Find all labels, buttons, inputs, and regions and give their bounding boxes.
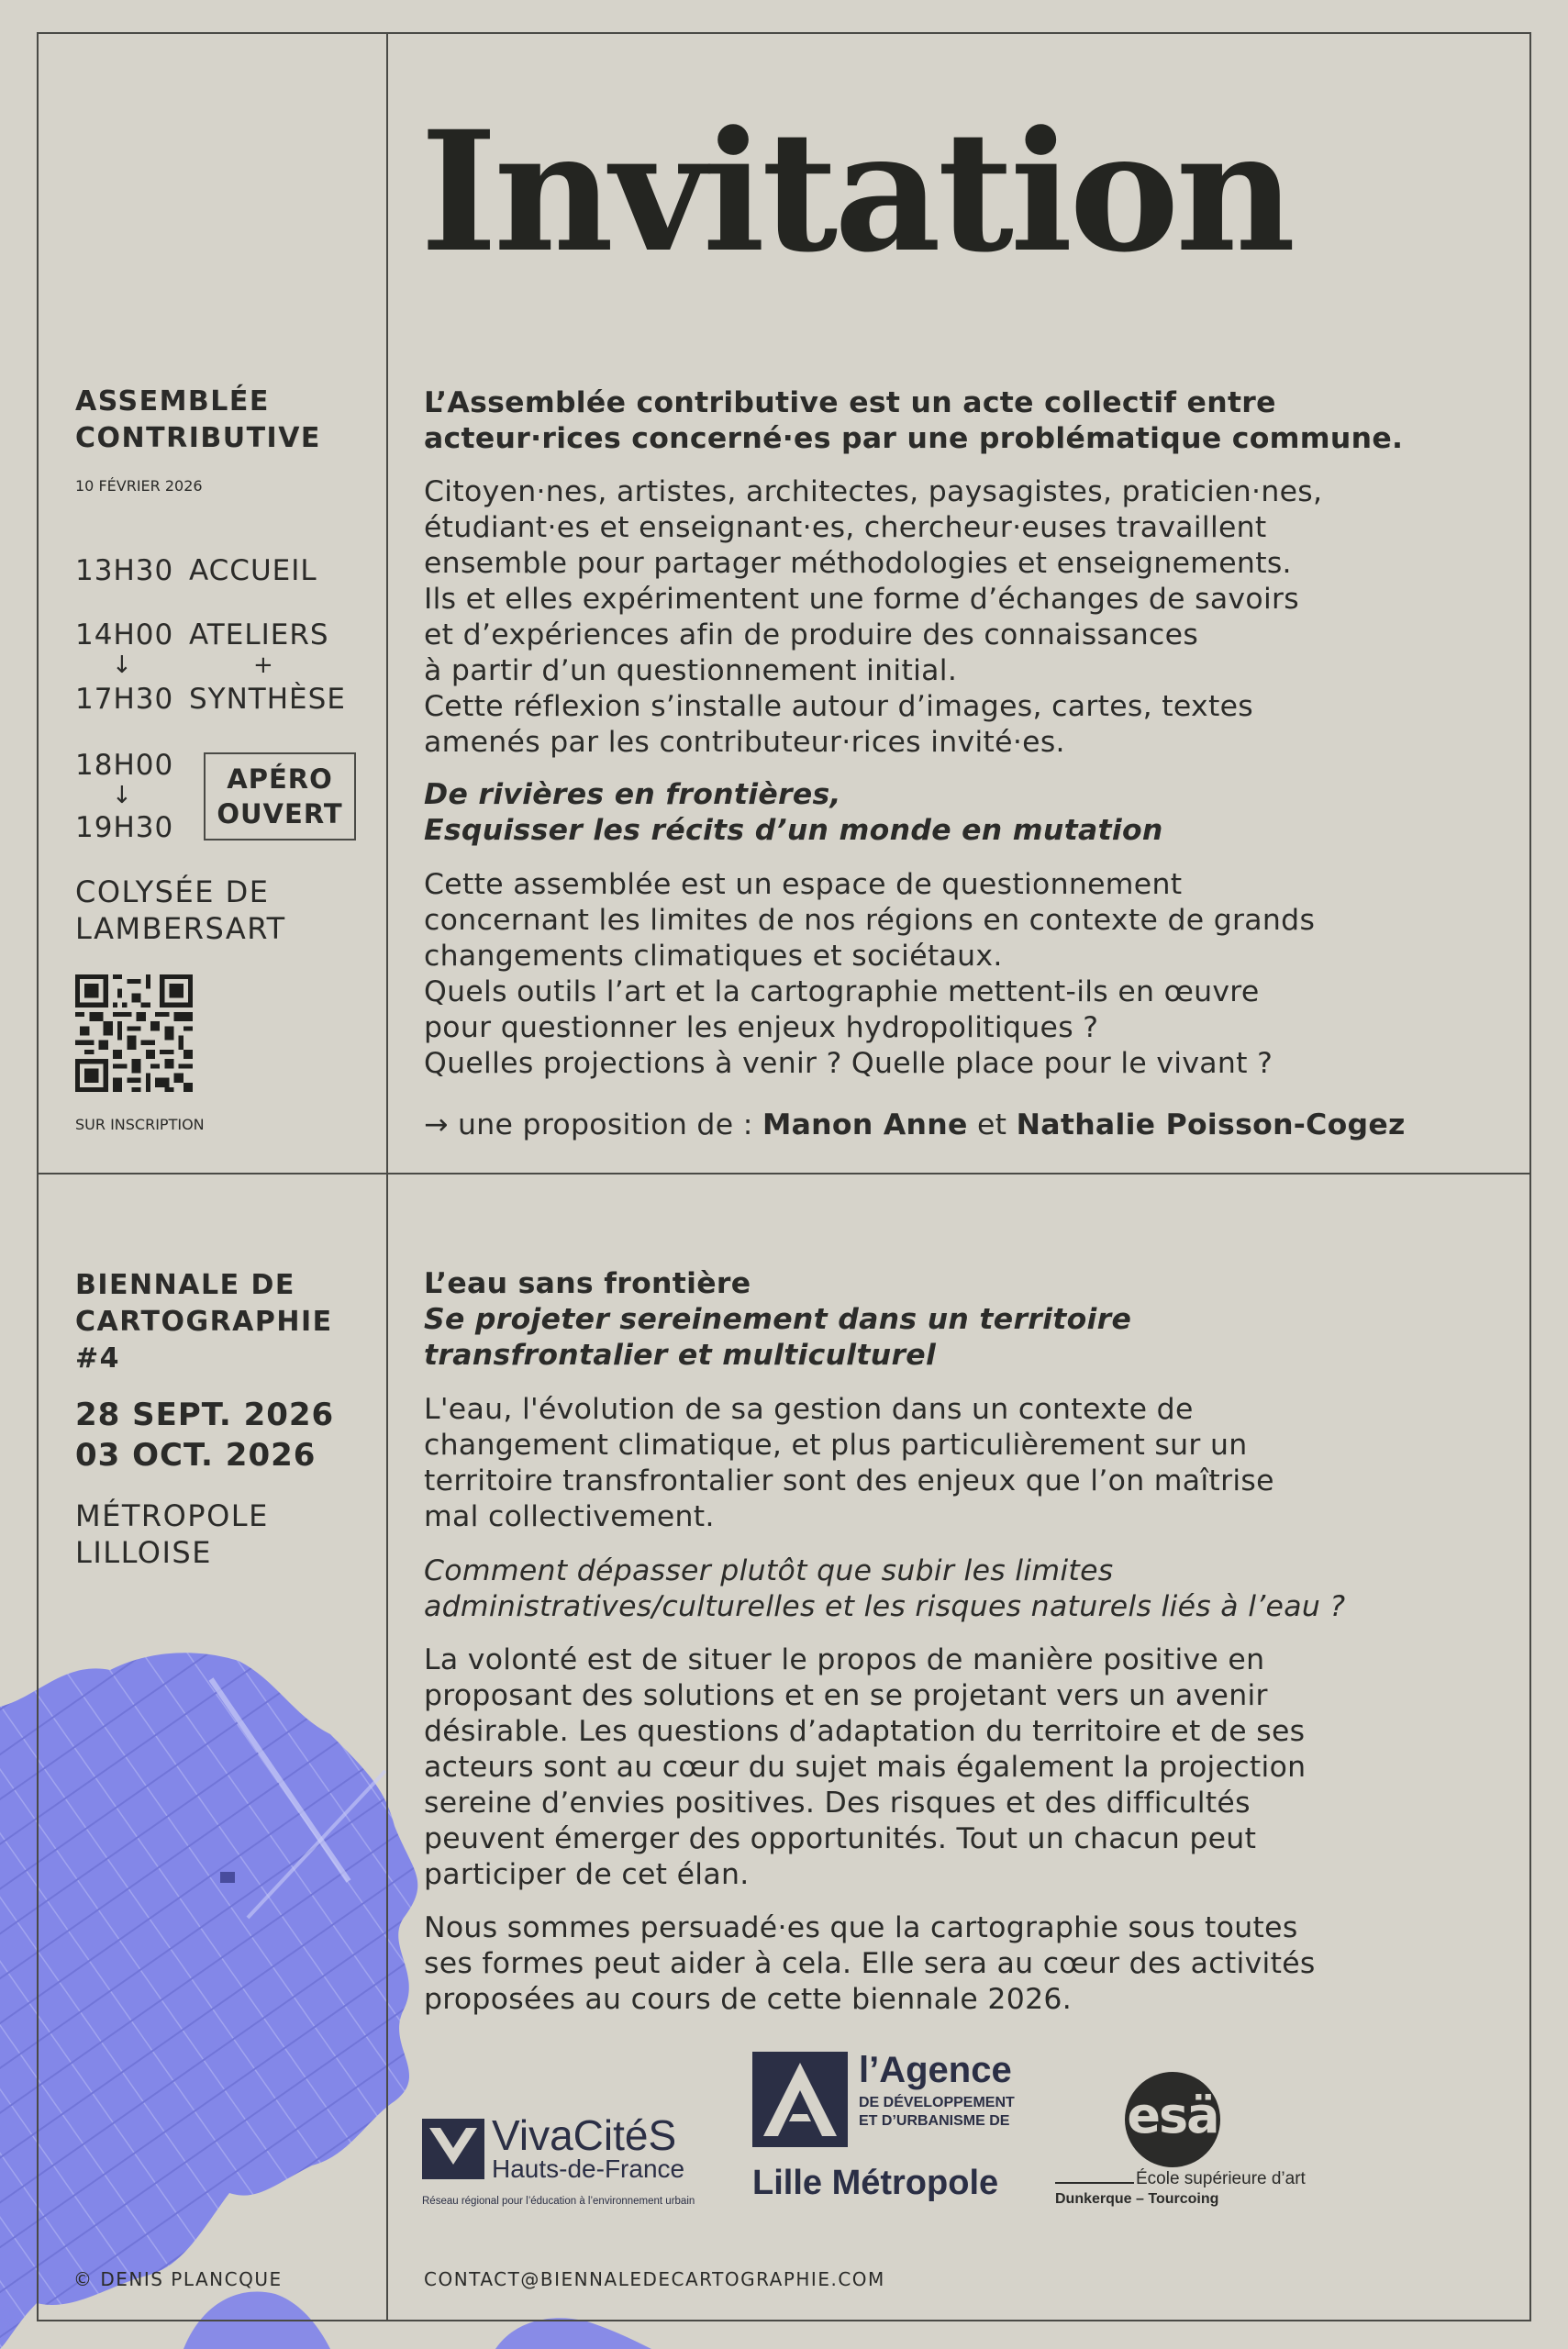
plus-sign: + [253,651,273,679]
frame-bottom [37,2320,1531,2321]
qr-code-icon[interactable] [75,974,193,1092]
frame-left [37,32,39,2321]
arrow-down-icon: ↓ [112,782,132,809]
schedule-label-synthese: SYNTHÈSE [189,683,346,716]
assembly-theme: De rivières en frontières, Esquisser les récits d’un monde en mutation [424,778,1163,847]
assembly-date: 10 FÉVRIER 2026 [75,477,203,495]
biennale-heading: BIENNALE DE CARTOGRAPHIE #4 [75,1269,333,1375]
schedule-time-5: 19H30 [75,811,174,844]
vivacites-mark-icon [422,2119,484,2179]
schedule-time-2: 14H00 [75,618,174,651]
biennale-question: Comment dépasser plutôt que subir les limites administratives/culturelles et les risques naturels liés à l’eau ? [424,1554,1346,1623]
assembly-paragraph-1: Citoyen·nes, artistes, architectes, paysagistes, praticien·nes, étudiant·es et enseignant·es, chercheur·euses travaillent ensemble pour partager méthodologies et enseignements. Ils et elles expérimentent une forme d’échanges de savoirs et d’expériences afin de produire des connaissances à partir d’un questionnement initial. Cette réflexion s’installe autour d’images, cartes, textes amenés par les contributeur·rices invité·es. [424,475,1323,759]
assembly-paragraph-2: Cette assemblée est un espace de questionnement concernant les limites de nos régions en contexte de grands changements climatiques et sociétaux. Quels outils l’art et la cartographie mettent-ils en œuvre pour questionner les enjeux hydropolitiques ? Quelles projections à venir ? Quelle place pour le vivant ? [424,868,1316,1080]
biennale-title-block: L’eau sans frontière Se projeter sereinement dans un territoire transfrontalier et multiculturel [424,1266,1525,1374]
frame-right [1529,32,1531,2321]
schedule-label-ateliers: ATELIERS [189,618,329,651]
esa-rule [1055,2182,1134,2184]
schedule-label-accueil: ACCUEIL [189,554,317,587]
page-title: Invitation [420,95,1293,289]
schedule-time-1: 13H30 [75,554,174,587]
map-texture-image [0,1642,477,2349]
biennale-title: L’eau sans frontière [424,1267,751,1300]
agence-mark-icon [752,2052,848,2147]
contact-email-link[interactable]: CONTACT@BIENNALEDECARTOGRAPHIE.COM [424,2268,885,2290]
biennale-place: MÉTROPOLE LILLOISE [75,1498,269,1570]
esa-logo[interactable]: esä École supérieure d’art Dunkerque – Tourcoing [1055,2072,1303,2219]
frame-divider-horizontal [37,1173,1531,1174]
biennale-dates: 28 SEPT. 2026 03 OCT. 2026 [75,1397,335,1474]
assembly-proposal: → une proposition de : Manon Anne et Nathalie Poisson-Cogez [424,1108,1406,1141]
photo-credit: © DENIS PLANCQUE [73,2268,283,2290]
frame-top [37,32,1531,34]
arrow-down-icon: ↓ [112,651,132,679]
biennale-paragraph-2: La volonté est de situer le propos de manière positive en proposant des solutions et en se projetant vers un avenir désirable. Les questions d’adaptation du territoire et de ses acteurs sont au cœur du sujet mais également la projection sereine d’envies positives. Des risques et des difficultés peuvent émerger des opportunités. Tout un chacun peut participer de cet élan. [424,1643,1307,1891]
map-texture-fragment [477,2303,661,2349]
agence-lille-logo[interactable]: l’Agence DE DÉVELOPPEMENT ET D’URBANISME DE Lille Métropole [752,2050,1015,2202]
assembly-venue: COLYSÉE DE LAMBERSART [75,874,286,946]
schedule-time-3: 17H30 [75,683,174,716]
assembly-heading: ASSEMBLÉE CONTRIBUTIVE [75,385,321,454]
schedule-time-4: 18H00 [75,749,174,782]
apero-badge: APÉRO OUVERT [204,752,356,841]
registration-label: SUR INSCRIPTION [75,1116,205,1133]
frame-divider-vertical [386,32,388,2321]
biennale-paragraph-3: Nous sommes persuadé·es que la cartographie sous toutes ses formes peut aider à cela. Elle sera au cœur des activités proposées au cours de cette biennale 2026. [424,1911,1316,2016]
vivacites-logo[interactable]: VivaCitéS Hauts-de-France Réseau régional pour l’éducation à l’environnement urbain [422,2111,695,2207]
assembly-intro: L’Assemblée contributive est un acte collectif entre acteur·rices concerné·es par une problématique commune. [424,386,1404,455]
biennale-paragraph-1: L'eau, l'évolution de sa gestion dans un contexte de changement climatique, et plus particulièrement sur un territoire transfrontalier sont des enjeux que l’on maîtrise mal collectivement. [424,1393,1274,1533]
